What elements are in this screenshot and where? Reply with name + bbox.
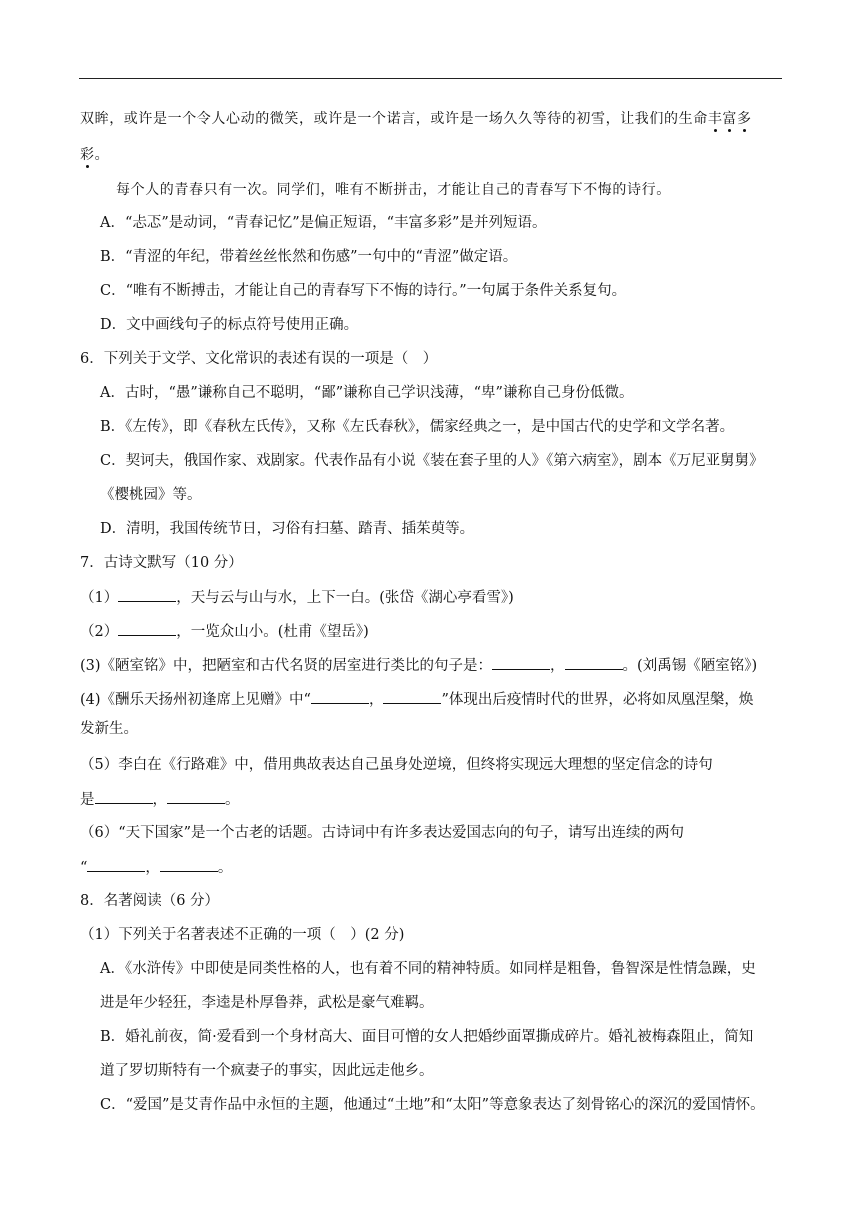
passage-line-3: 每个人的青春只有一次。同学们，唯有不断拼击，才能让自己的青春写下不悔的诗行。: [116, 182, 671, 198]
q8-option-c: C．“爱国”是艾青作品中永恒的主题，他通过“土地”和“太阳”等意象表达了刻骨铭心的深沉的爱国情怀。: [100, 1097, 765, 1113]
answer-blank[interactable]: [118, 621, 176, 636]
answer-blank[interactable]: [311, 689, 369, 704]
q8-sub-1: （1）下列关于名著表述不正确的一项（ ）(2 分): [80, 927, 405, 943]
q6-stem: 6．下列关于文学、文化常识的表述有误的一项是（ ）: [80, 351, 438, 367]
item-number: （2）: [80, 624, 119, 640]
q7-item-3: [80, 655, 757, 676]
answer-blank[interactable]: [87, 857, 145, 872]
q7-item-6: （6）“天下国家”是一个古老的话题。古诗词中有许多表达爱国志向的句子，请写出连续的两句: [80, 825, 685, 841]
q5-option-a: A．“忐忑”是动词，“青春记忆”是偏正短语，“丰富多彩”是并列短语。: [100, 215, 547, 231]
q7-item-6-cont: [80, 857, 232, 878]
q6-option-b: B．《左传》，即《春秋左氏传》，又称《左氏春秋》，儒家经典之一，是中国古代的史学和文学名著。: [100, 419, 735, 435]
item-text: 。(刘禹锡《陋室铭》): [622, 658, 758, 674]
answer-blank[interactable]: [160, 857, 218, 872]
dotted-char: 富: [722, 111, 738, 127]
q8-option-a: A．《水浒传》中即使是同类性格的人，也有着不同的精神特质。如同样是粗鲁，鲁智深是性情急躁，史: [100, 961, 756, 977]
item-text: ，: [145, 860, 160, 876]
dotted-char: 多: [737, 111, 752, 127]
dotted-char: 丰: [707, 111, 723, 127]
answer-blank[interactable]: [118, 587, 176, 602]
q8-option-b: B．婚礼前夜，简·爱看到一个身材高大、面目可憎的女人把婚纱面罩撕成碎片。婚礼被梅森阻止，简知: [100, 1029, 754, 1045]
passage-line-1: [80, 109, 752, 129]
q7-stem: 7．古诗文默写（10 分）: [80, 555, 243, 571]
item-text: ，天与云与山与水，上下一白。(张岱《湖心亭看雪》): [176, 590, 514, 606]
q7-item-5-cont: [80, 789, 240, 810]
q8-option-a-cont: 进是年少轻狂，李逵是朴厚鲁莽，武松是豪气难羁。: [100, 995, 434, 1011]
item-text: (3)《陋室铭》中，把陋室和古代名贤的居室进行类比的句子是：: [80, 658, 493, 674]
answer-blank[interactable]: [95, 789, 153, 804]
item-text: (4)《酬乐天扬州初逢席上见赠》中“: [80, 692, 311, 708]
item-text: ，: [152, 792, 167, 808]
item-text: ，: [550, 658, 565, 674]
q6-option-a: A．古时，“愚”谦称自己不聪明，“鄙”谦称自己学识浅薄，“卑”谦称自己身份低微。: [100, 385, 634, 401]
q5-option-c: C．“唯有不断搏击，才能让自己的青春写下不悔的诗行。”一句属于条件关系复句。: [100, 283, 627, 299]
q8-option-b-cont: 道了罗切斯特有一个疯妻子的事实，因此远走他乡。: [100, 1063, 434, 1079]
q8-stem: 8．名著阅读（6 分）: [80, 893, 220, 909]
item-text: “: [80, 860, 88, 876]
q7-item-4: [80, 689, 753, 710]
q7-item-1: [80, 587, 514, 608]
answer-blank[interactable]: [383, 689, 441, 704]
passage-line-2: [80, 145, 109, 165]
q5-option-b: B．“青涩的年纪，带着丝丝怅然和伤感”一句中的“青涩”做定语。: [100, 249, 518, 265]
passage-text: 双眸，或许是一个令人心动的微笑，或许是一个诺言，或许是一场久久等待的初雪，让我们的生命: [80, 111, 708, 127]
item-text: ，一览众山小。(杜甫《望岳》): [176, 624, 369, 640]
item-text: ，: [368, 692, 384, 708]
item-text: 。: [217, 860, 233, 876]
q6-option-d: D．清明，我国传统节日，习俗有扫墓、踏青、插茱萸等。: [100, 521, 475, 537]
item-text: 。: [225, 792, 240, 808]
item-number: （1）: [80, 590, 119, 606]
passage-text: 。: [94, 147, 110, 163]
q7-item-4-cont: 发新生。: [80, 721, 138, 737]
q7-item-2: [80, 621, 369, 642]
item-text: 是: [80, 792, 95, 808]
item-text: ”体现出后疫情时代的世界，必将如凤凰涅槃，焕: [441, 692, 754, 708]
q6-option-c: C．契诃夫，俄国作家、戏剧家。代表作品有小说《装在套子里的人》《第六病室》，剧本《万尼亚舅舅》: [100, 453, 764, 469]
answer-blank[interactable]: [565, 655, 623, 670]
answer-blank[interactable]: [167, 789, 225, 804]
dotted-char: 彩: [80, 147, 95, 163]
q5-option-d: D．文中画线句子的标点符号使用正确。: [100, 317, 359, 333]
q6-option-c-cont: 《樱桃园》等。: [100, 487, 202, 503]
answer-blank[interactable]: [492, 655, 550, 670]
header-rule: [79, 78, 782, 79]
q7-item-5: （5）李白在《行路难》中，借用典故表达自己虽身处逆境，但终将实现远大理想的坚定信念的诗句: [80, 757, 713, 773]
